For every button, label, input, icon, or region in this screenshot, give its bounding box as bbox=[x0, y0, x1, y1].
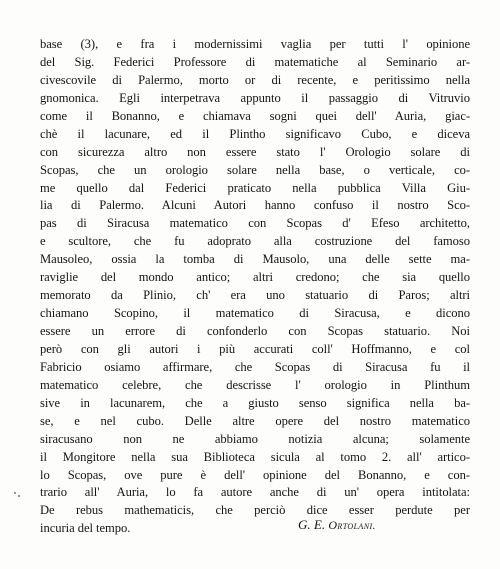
text-line: lia di Palermo. Alcuni Autori hanno confuso il nostro Sco- bbox=[40, 198, 470, 213]
text-line: De rebus mathematicis, che perciò dice esser perdute per bbox=[40, 503, 470, 518]
margin-speck-mark bbox=[14, 492, 20, 498]
text-line: sive in lacunarem, che a giusto senso significa nella ba- bbox=[40, 395, 470, 410]
text-line: Mausoleo, ossia la tomba di Mausolo, una delle sette ma- bbox=[40, 252, 470, 267]
text-line: matematico celebre, che descrisse l' orologio in Plinthum bbox=[40, 377, 470, 392]
text-line: Scopas, che un orologio solare nella base, o verticale, co- bbox=[40, 162, 470, 177]
text-line: come il Bonanno, e chiamava sogni quei dell' Auria, giac- bbox=[40, 108, 470, 123]
text-line: trario all' Auria, lo fa autore anche di un' opera intitolata: bbox=[40, 485, 470, 500]
text-line: se, e nel cubo. Delle altre opere del nostro matematico bbox=[40, 413, 470, 428]
text-line: pas di Siracusa matematico con Scopas d' Efeso architetto, bbox=[40, 216, 470, 231]
text-line: siracusano non ne abbiamo notizia alcuna; solamente bbox=[40, 431, 470, 446]
text-line: con sicurezza altro non essere stato l' Orologio solare di bbox=[40, 144, 470, 159]
text-line: chiamano Scopino, il matematico di Siracusa, e dicono bbox=[40, 306, 470, 321]
text-line: gnomonica. Egli interpetrava appunto il passaggio di Vitruvio bbox=[40, 90, 470, 105]
text-line: Fabricio osiamo affirmare, che Scopas di Siracusa fu il bbox=[40, 359, 470, 374]
text-line: base (3), e fra i modernissimi vaglia per tutti l' opinione bbox=[40, 37, 470, 51]
text-line: il Mongitore nella sua Biblioteca sicula al tomo 2. all' artico- bbox=[40, 449, 470, 464]
signature-initials: G. E. bbox=[298, 517, 326, 532]
text-line: me quello dal Federici praticato nella pubblica Villa Giu- bbox=[40, 180, 470, 195]
signature-surname: Ortolani. bbox=[328, 518, 376, 532]
text-line: essere un errore di confonderlo con Scopas statuario. Noi bbox=[40, 324, 470, 338]
text-line: incuria del tempo. bbox=[40, 521, 131, 536]
text-line: e scultore, che fu adoprato alla costruzione del famoso bbox=[40, 234, 470, 249]
signature bbox=[298, 517, 376, 533]
text-line: però con gli autori i più accurati coll' Hoffmanno, e col bbox=[40, 341, 470, 356]
text-line: raviglie del mondo antico; altri credono; che sia quello bbox=[40, 270, 470, 285]
text-line: memorato da Plinio, ch' era uno statuario di Paros; altri bbox=[40, 288, 470, 303]
text-line: chè il lacunare, ed il Plintho significavo Cubo, e diceva bbox=[40, 126, 470, 141]
text-line: del Sig. Federici Professore di matematiche al Seminario ar- bbox=[40, 54, 470, 69]
text-line: civescovile di Palermo, morto or di recente, e peritissimo nella bbox=[40, 72, 470, 87]
text-line: lo Scopas, ove pure è dell' opinione del Bonanno, e con- bbox=[40, 467, 470, 482]
body-text bbox=[40, 36, 470, 538]
